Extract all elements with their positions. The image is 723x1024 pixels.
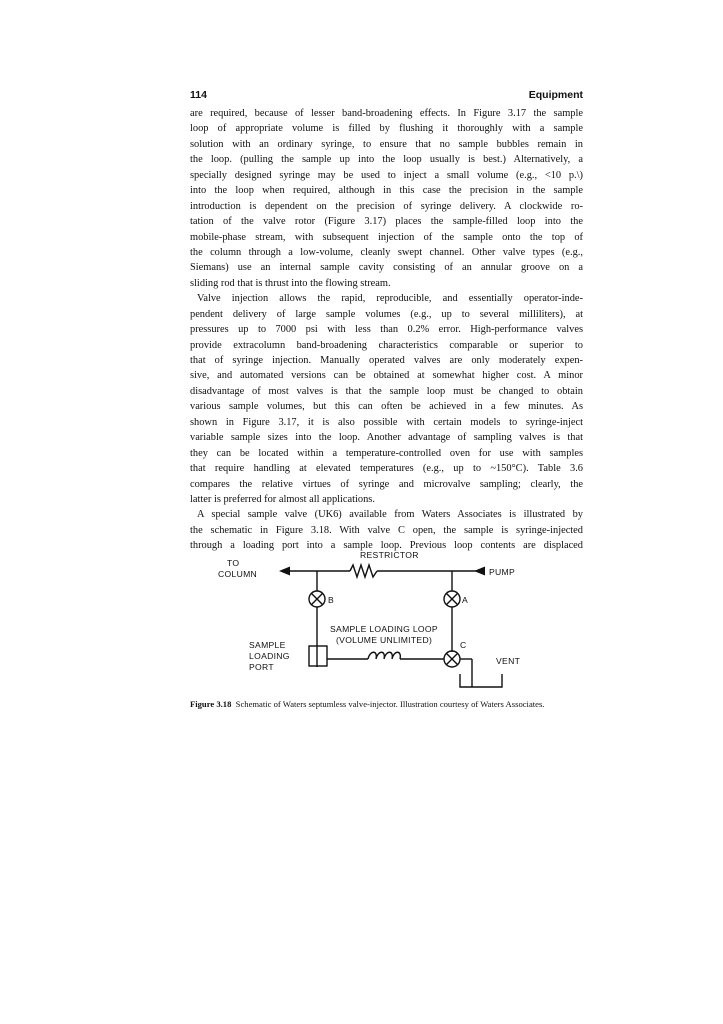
text-line: through a loading port into a sample loop. Previous loop contents are displaced xyxy=(190,540,583,552)
valve-a-label: A xyxy=(462,595,469,605)
port-label-line1: SAMPLE xyxy=(249,640,286,650)
restrictor-zigzag xyxy=(350,565,377,577)
text-line: solution with an ordinary syringe, to ensure that no sample bubbles remain in xyxy=(190,138,583,150)
to-label: TO xyxy=(227,558,240,568)
text-line: the column through a low-volume, cleanly swept channel. Other valve types (e.g., xyxy=(190,246,583,258)
text-line: compares the relative virtues of syringe and microvalve sampling; clearly, the xyxy=(190,478,583,490)
to-column-arrowhead xyxy=(279,567,290,576)
text-line: Siemans) use an internal sample cavity consisting of an annular groove on a xyxy=(190,262,583,274)
restrictor-label: RESTRICTOR xyxy=(360,550,419,560)
port-label-line3: PORT xyxy=(249,662,274,672)
text-line: into the loop when required, although in this case the precision in the sample xyxy=(190,185,583,197)
text-line: shown in Figure 3.17, it is also possible with certain models to syringe-inject xyxy=(190,416,583,428)
text-line: sive, and automated versions can be obtained at somewhat higher cost. A minor xyxy=(190,370,583,382)
text-line: the loop. (pulling the sample up into the loop usually is best.) Alternatively, a xyxy=(190,154,583,166)
text-line: sliding rod that is thrust into the flowing stream. xyxy=(190,277,391,289)
text-line: latter is preferred for almost all applications. xyxy=(190,493,375,505)
sample-loading-port-box xyxy=(309,646,327,666)
text-line: disadvantage of most valves is that the sample loop must be changed to obtain xyxy=(190,385,583,397)
text-line: A special sample valve (UK6) available from Waters Associates is illustrated by xyxy=(197,509,583,521)
page-number: 114 xyxy=(190,89,207,101)
pump-label: PUMP xyxy=(489,567,516,577)
text-line: Valve injection allows the rapid, reproducible, and essentially operator-inde- xyxy=(197,293,583,305)
valve-b-label: B xyxy=(328,595,335,605)
figure-caption xyxy=(190,699,590,711)
text-line: tation of the valve rotor (Figure 3.17) places the sample-filled loop into the xyxy=(190,216,583,228)
loop-label-line1: SAMPLE LOADING LOOP xyxy=(330,624,438,634)
figure-schematic xyxy=(190,545,590,700)
vent-label: VENT xyxy=(496,656,521,666)
text-line: variable sample sizes into the loop. Another advantage of sampling valves is that xyxy=(190,432,583,444)
text-line: are required, because of lesser band-broadening effects. In Figure 3.17 the sample xyxy=(190,108,583,119)
caption-text: Schematic of Waters septumless valve-injector. Illustration courtesy of Waters Associates. xyxy=(235,699,545,709)
text-line: the schematic in Figure 3.18. With valve C open, the sample is syringe-injected xyxy=(190,524,583,536)
sample-loop-coil xyxy=(368,652,400,659)
pump-arrowhead xyxy=(474,567,485,576)
page-header xyxy=(190,88,583,102)
body-text xyxy=(190,106,583,554)
caption-label: Figure 3.18 xyxy=(190,699,232,709)
text-line: they can be located within a temperature-controlled oven for use with samples xyxy=(190,447,583,459)
text-line: pressures up to 7000 psi with less than 0.2% error. High-performance valves xyxy=(190,324,583,336)
text-line: mobile-phase stream, with subsequent injection of the sample onto the top of xyxy=(190,231,583,243)
text-line: provide extracolumn band-broadening characteristics comparable or superior to xyxy=(190,339,583,351)
text-line: that of syringe injection. Manually operated valves are only moderately expen- xyxy=(190,355,583,366)
text-line: introduction is dependent on the precision of syringe delivery. A clockwide ro- xyxy=(190,200,583,212)
text-line: that require handling at elevated temperatures (e.g., up to ~150°C). Table 3.6 xyxy=(190,463,583,475)
valve-c-label: C xyxy=(460,640,467,650)
loop-label-line2: (VOLUME UNLIMITED) xyxy=(336,635,433,645)
text-line: loop of appropriate volume is filled by flushing it thoroughly with a sample xyxy=(190,123,583,135)
port-label-line2: LOADING xyxy=(249,651,290,661)
running-head: Equipment xyxy=(528,89,583,101)
column-label: COLUMN xyxy=(218,569,258,579)
text-line: specially designed syringe may be used to inject a small volume (e.g., <10 p.\) xyxy=(190,169,583,181)
vent-container xyxy=(460,674,502,687)
text-line: pendent delivery of large sample volumes (e.g., up to several milliliters), at xyxy=(190,308,583,320)
valve-schematic xyxy=(190,545,590,700)
text-line: various sample volumes, but this can often be achieved in a few minutes. As xyxy=(190,401,583,413)
